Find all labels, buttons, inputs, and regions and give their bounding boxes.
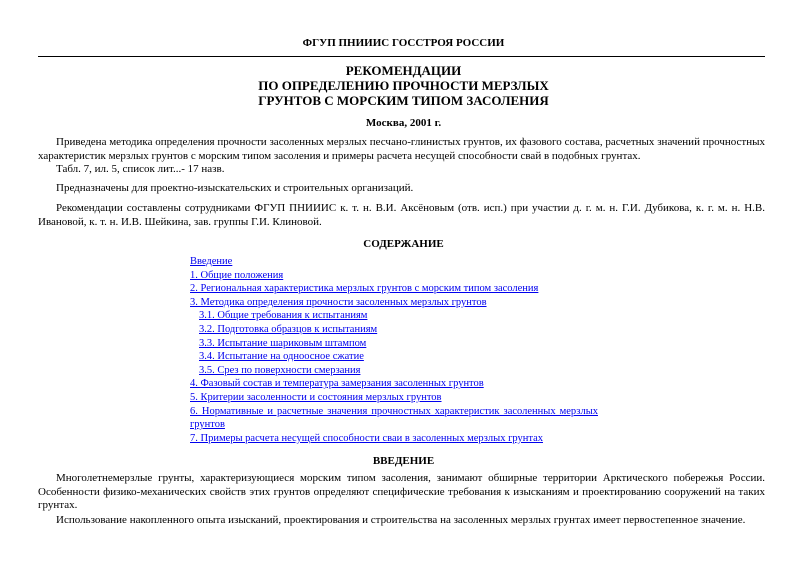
abstract-authors: Рекомендации составлены сотрудниками ФГУП ПНИИИС к. т. н. В.И. Аксёновым (отв. исп.) при участии д. г. м. н. Г.И. Дубикова, к. г. м. н. Н.В. Ивановой, к. т. н. И.В. Шейкина, зав. группы Г.И. Клиновой. — [38, 202, 765, 228]
header-divider — [38, 56, 765, 57]
introduction-paragraph-2: Использование накопленного опыта изысканий, проектирования и строительства на засоленных мерзлых грунтах имеет первостепенное значение. — [56, 514, 746, 526]
toc-link-section-1[interactable]: 1. Общие положения — [190, 269, 284, 281]
title-line-2: ПО ОПРЕДЕЛЕНИЮ ПРОЧНОСТИ МЕРЗЛЫХ — [258, 78, 549, 93]
abstract-paragraph: Приведена методика определения прочности засоленных мерзлых песчано-глинистых грунтов, их фазового состава, расчетных значений прочностных характеристик мерзлых грунтов с морским типом засоления и примеры расчета несущей способности свай в подобных грунтах. — [38, 136, 765, 162]
title-line-3: ГРУНТОВ С МОРСКИМ ТИПОМ ЗАСОЛЕНИЯ — [258, 93, 549, 108]
toc-link-section-3-3[interactable]: 3.3. Испытание шариковым штампом — [199, 337, 367, 349]
toc-link-section-3-1[interactable]: 3.1. Общие требования к испытаниям — [199, 310, 368, 322]
document-title — [0, 63, 807, 108]
place-and-year: Москва, 2001 г. — [365, 117, 442, 129]
toc-link-section-7[interactable]: 7. Примеры расчета несущей способности сваи в засоленных мерзлых грунтах — [190, 432, 543, 444]
contents-heading: СОДЕРЖАНИЕ — [363, 238, 444, 250]
title-line-1: РЕКОМЕНДАЦИИ — [345, 63, 462, 78]
organization-header: ФГУП ПНИИИС ГОССТРОЯ РОССИИ — [302, 37, 505, 49]
introduction-paragraph-1: Многолетнемерзлые грунты, характеризующиеся морским типом засоления, занимают обширные территории Арктического побережья России. Особенности физико-механических свойств этих грунтов определяют специфические требования к изысканиям и проектированию сооружений на таких грунтах. — [38, 472, 765, 511]
toc-link-section-5[interactable]: 5. Критерии засоленности и состояния мерзлых грунтов — [190, 391, 442, 403]
table-of-contents — [190, 255, 598, 445]
toc-link-section-4[interactable]: 4. Фазовый состав и температура замерзания засоленных грунтов — [190, 378, 484, 390]
introduction-heading: ВВЕДЕНИЕ — [372, 455, 435, 467]
toc-link-section-3-2[interactable]: 3.2. Подготовка образцов к испытаниям — [199, 323, 378, 335]
toc-link-section-2[interactable]: 2. Региональная характеристика мерзлых грунтов с морским типом засоления — [190, 283, 539, 295]
toc-link-section-6[interactable]: 6. Нормативные и расчетные значения прочностных характеристик засоленных мерзлых грунтов — [190, 405, 598, 431]
abstract-audience: Предназначены для проектно-изыскательских и строительных организаций. — [56, 182, 414, 194]
abstract-tables-note: Табл. 7, ил. 5, список лит...- 17 назв. — [56, 163, 225, 175]
toc-link-introduction[interactable]: Введение — [190, 256, 233, 267]
toc-link-section-3-5[interactable]: 3.5. Срез по поверхности смерзания — [199, 364, 361, 376]
toc-link-section-3[interactable]: 3. Методика определения прочности засоленных мерзлых грунтов — [190, 296, 487, 308]
toc-link-section-3-4[interactable]: 3.4. Испытание на одноосное сжатие — [199, 351, 364, 363]
